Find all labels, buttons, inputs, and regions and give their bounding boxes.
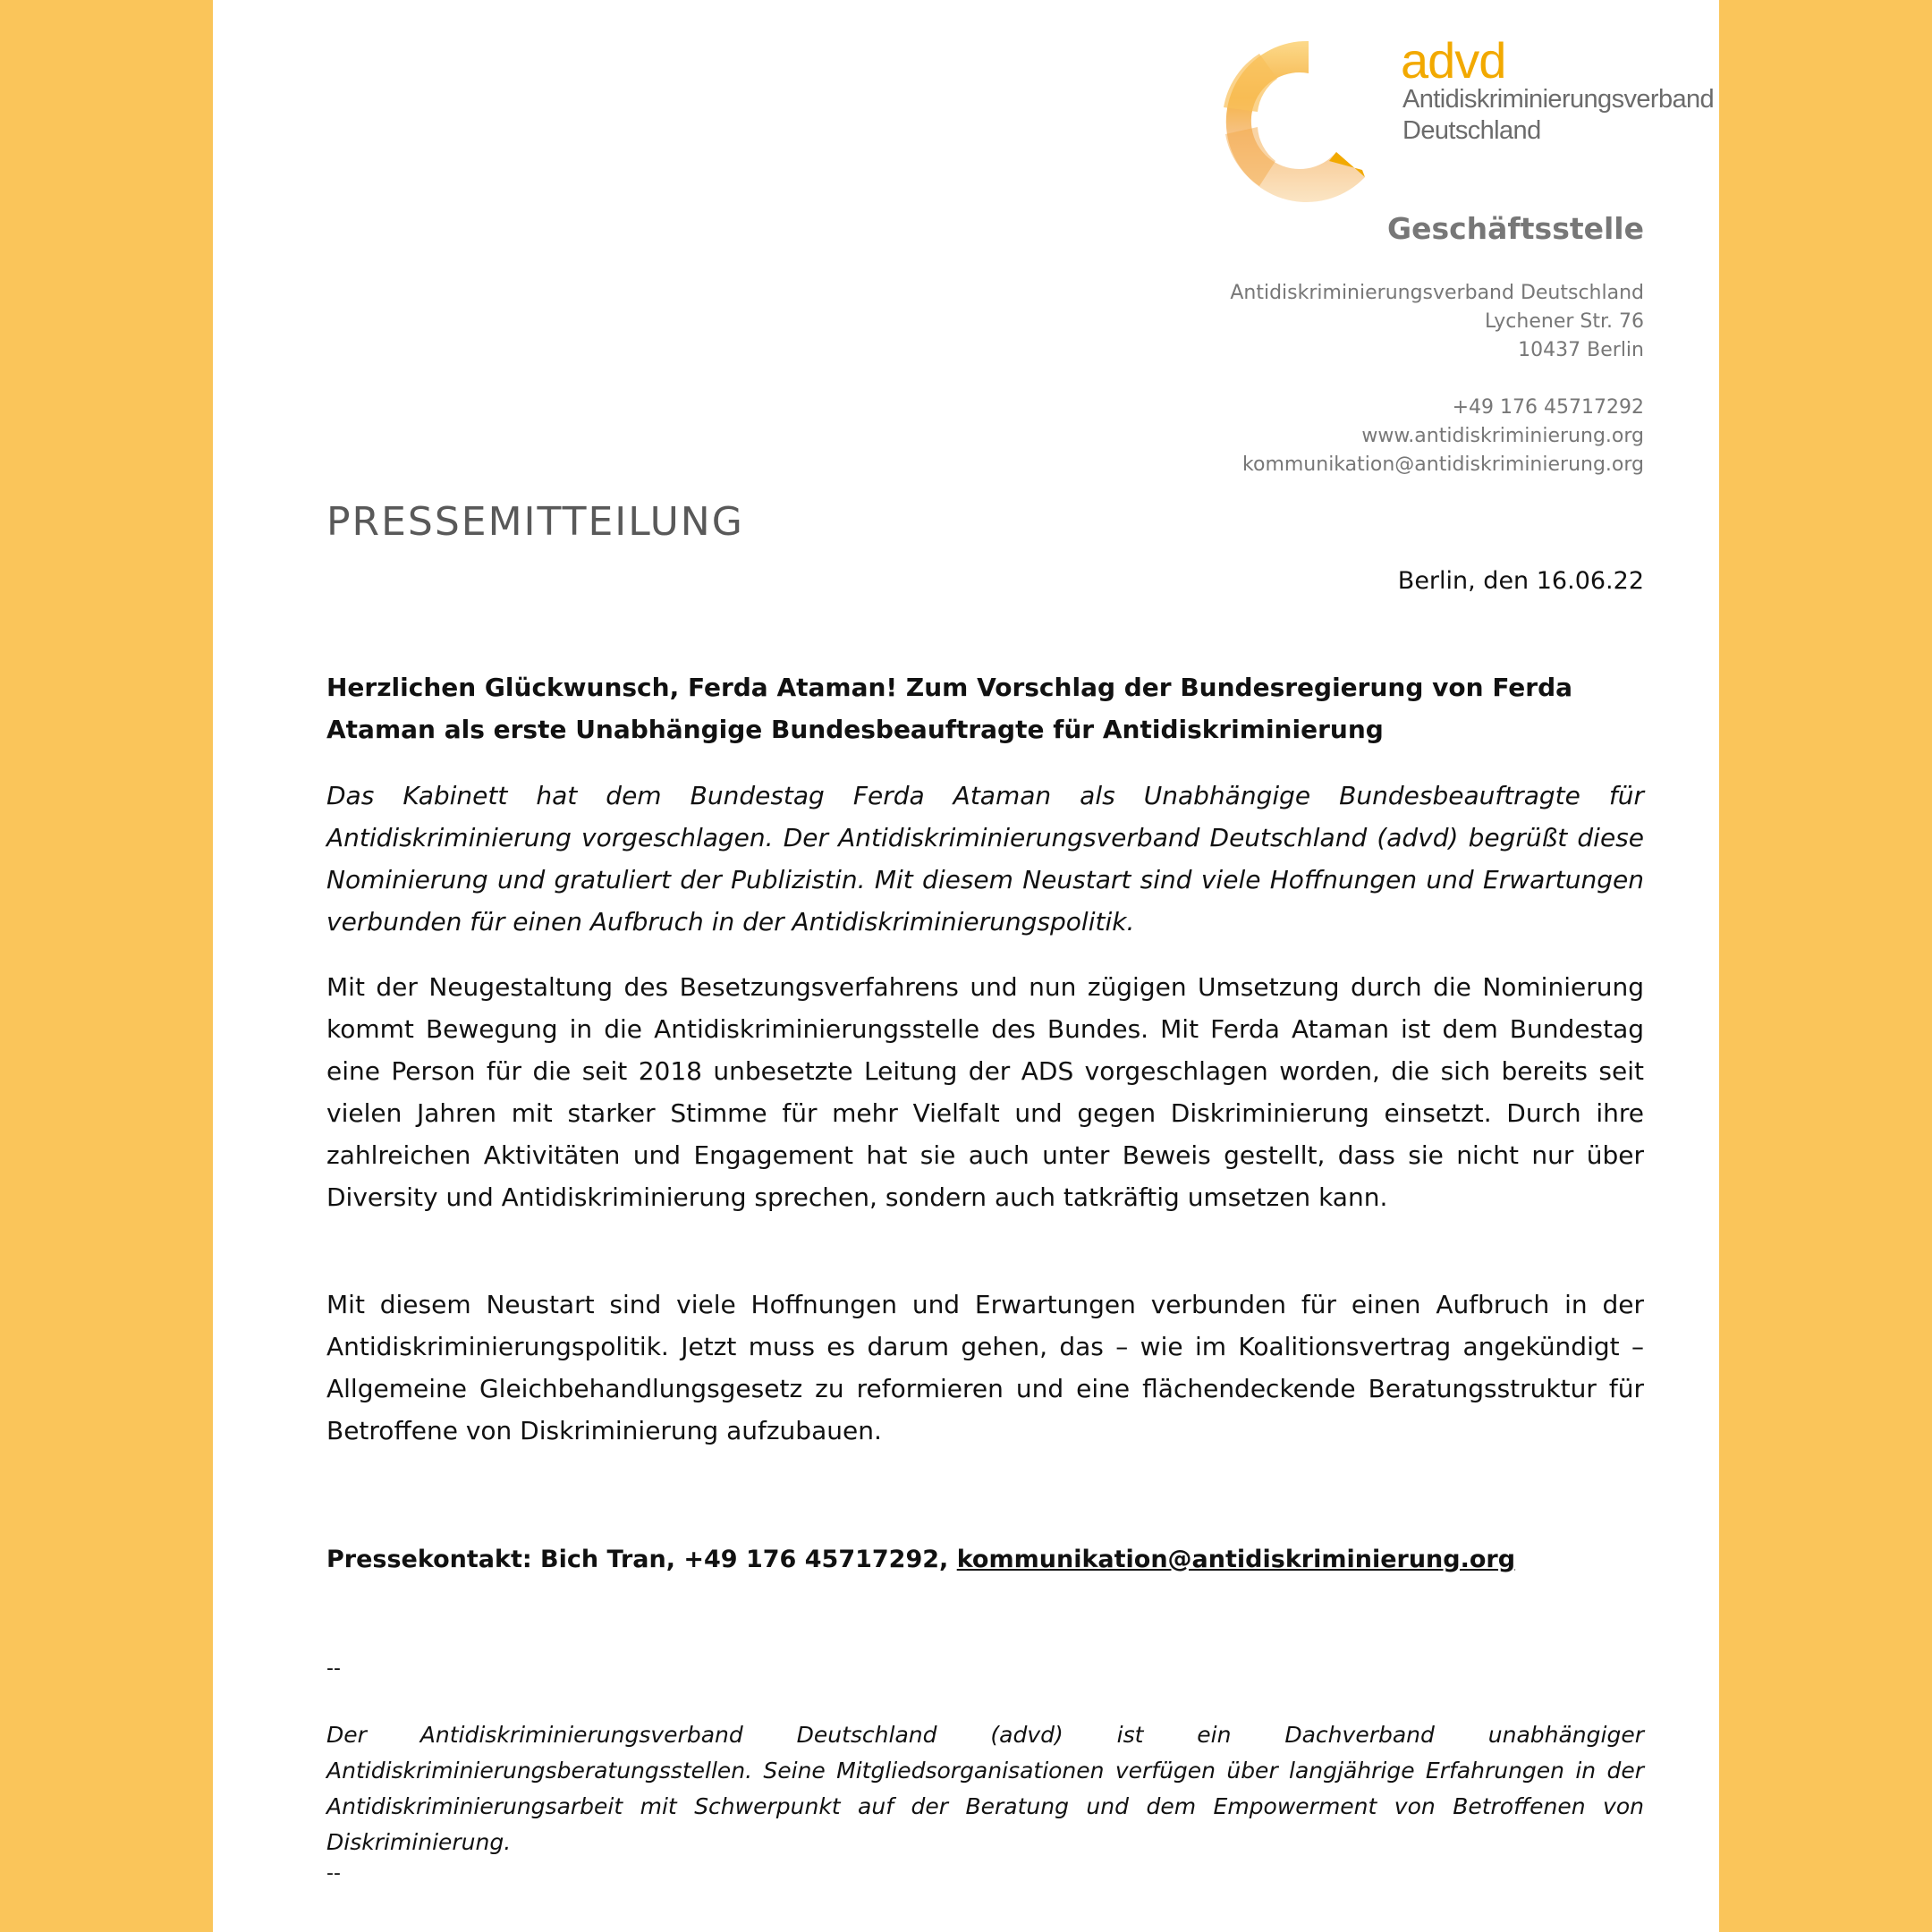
office-title: Geschäftsstelle [1386, 211, 1644, 246]
ring-logo-icon [1206, 27, 1394, 215]
about-paragraph: Der Antidiskriminierungsverband Deutschland (advd) ist ein Dachverband unabhängiger Antidiskriminierungsberatungsstellen. Seine Mitgliedsorganisationen verfügen über langjährige Erfahrungen in der Antidiskriminierungsarbeit mit Schwerpunkt auf der Beratung und dem Empowerment von Betroffenen von Diskriminierung. [326, 1722, 1644, 1855]
separator: -- [326, 1862, 341, 1885]
contact-email-link[interactable]: kommunikation@antidiskriminierung.org [1242, 453, 1644, 476]
address-street: Lychener Str. 76 [1485, 310, 1644, 333]
advd-logo [1206, 27, 1715, 215]
press-contact-email-link[interactable]: kommunikation@antidiskriminierung.org [956, 1546, 1516, 1573]
press-contact-label: Pressekontakt: Bich Tran, +49 176 45717292, [326, 1546, 957, 1573]
logo-org-name [1402, 84, 1714, 147]
letterhead-address [1230, 279, 1644, 479]
lead-paragraph: Das Kabinett hat dem Bundestag Ferda Ataman als Unabhängige Bundesbeauftragte für Antidiskriminierung vorgeschlagen. Der Antidiskriminierungsverband Deutschland (advd) begrüßt diese Nominierung und gratuliert der Publizistin. Mit diesem Neustart sind viele Hoffnungen und Erwartungen verbunden für einen Aufbruch in der Antidiskriminierungspolitik. [326, 781, 1644, 936]
logo-name-line2: Deutschland [1402, 116, 1541, 145]
contact-web-link[interactable]: www.antidiskriminierung.org [1361, 425, 1644, 447]
press-contact [326, 1538, 1644, 1580]
logo-abbreviation: advd [1401, 32, 1506, 89]
document-page [213, 0, 1719, 1932]
separator: -- [326, 1657, 341, 1680]
body-paragraph: Mit diesem Neustart sind viele Hoffnungen und Erwartungen verbunden für einen Aufbruch in der Antidiskriminierungspolitik. Jetzt muss es darum gehen, das – wie im Koalitionsvertrag angekündigt – Allgemeine Gleichbehandlungsgesetz zu reformieren und eine flächendeckende Beratungsstruktur für Betroffene von Diskriminierung aufzubauen. [326, 1290, 1644, 1445]
date-line: Berlin, den 16.06.22 [1397, 567, 1644, 595]
address-city: 10437 Berlin [1518, 339, 1644, 361]
address-org: Antidiskriminierungsverband Deutschland [1230, 282, 1644, 304]
document-type-title: PRESSEMITTEILUNG [326, 499, 744, 545]
body-paragraph: Mit der Neugestaltung des Besetzungsverfahrens und nun zügigen Umsetzung durch die Nominierung kommt Bewegung in die Antidiskriminierungsstelle des Bundes. Mit Ferda Ataman ist dem Bundestag eine Person für die seit 2018 unbesetzte Leitung der ADS vorgeschlagen worden, die sich bereits seit vielen Jahren mit starker Stimme für mehr Vielfalt und gegen Diskriminierung einsetzt. Durch ihre zahlreichen Aktivitäten und Engagement hat sie auch unter Beweis gestellt, dass sie nicht nur über Diversity und Antidiskriminierung sprechen, sondern auch tatkräftig umsetzen kann. [326, 972, 1644, 1212]
logo-name-line1: Antidiskriminierungsverband [1402, 85, 1715, 114]
headline: Herzlichen Glückwunsch, Ferda Ataman! Zum Vorschlag der Bundesregierung von Ferda Ataman als erste Unabhängige Bundesbeauftragte für Antidiskriminierung [326, 673, 1573, 744]
contact-phone: +49 176 45717292 [1452, 396, 1644, 419]
